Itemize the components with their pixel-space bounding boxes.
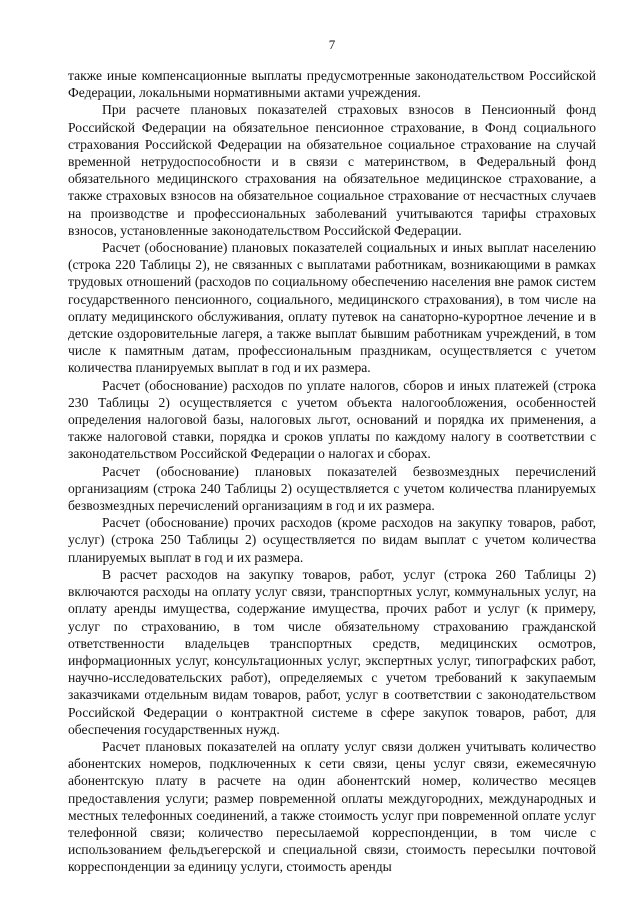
paragraph-communication-services: Расчет плановых показателей на оплату услуг связи должен учитывать количество абонентских номеров, подключенных к сети связи, цены услуг связи, ежемесячную абонентскую плату в расчете на один абонентский номер, количество месяцев предоставления услуги; размер повременной оплаты междугородних, международных и местных телефонных соединений, а также стоимость услуг при повременной оплате услуг телефонной связи; количество пересылаемой корреспонденции, в том числе с использованием фельдъегерской и специальной связи, стоимость пересылки почтовой корреспонденции за единицу услуги, стоимость аренды: [68, 738, 596, 875]
paragraph-gratuitous-transfers: Расчет (обоснование) плановых показателей безвозмездных перечислений организациям (строка 240 Таблицы 2) осуществляется с учетом количества планируемых безвозмездных перечислений организациям в год и их размера.: [68, 463, 596, 514]
paragraph-insurance-contributions: При расчете плановых показателей страховых взносов в Пенсионный фонд Российской Федерации на обязательное пенсионное страхование, в Фонд социального страхования Российской Федерации на обязательное социальное страхование на случай временной нетрудоспособности и в связи с материнством, в Федеральный фонд обязательного медицинского страхования на обязательное медицинское страхование, а также страховых взносов на обязательное социальное страхование от несчастных случаев на производстве и профессиональных заболеваний учитываются тарифы страховых взносов, установленные законодательством Российской Федерации.: [68, 102, 596, 238]
page-number: 7: [328, 37, 336, 52]
paragraph-social-payments: Расчет (обоснование) плановых показателей социальных и иных выплат населению (строка 220 Таблицы 2), не связанных с выплатами работникам, возникающими в рамках трудовых отношений (расходов по социальному обеспечению населения вне рамок систем государственного пенсионного, социального, медицинского страхования), в том числе на оплату медицинского обслуживания, оплату путевок на санаторно-курортное лечение и в детские оздоровительные лагеря, а также выплат бывшим работникам учреждений, в том числе к памятным датам, профессиональным праздникам, осуществляется с учетом количества планируемых выплат в год и их размера.: [68, 240, 596, 376]
paragraph-procurement-expenses: В расчет расходов на закупку товаров, работ, услуг (строка 260 Таблицы 2) включаются расходы на оплату услуг связи, транспортных услуг, коммунальных услуг, на оплату аренды имущества, содержание имущества, прочих работ и услуг (к примеру, услуг по страхованию, в том числе обязательному страхованию гражданской ответственности владельцев транспортных средств, медицинских осмотров, информационных услуг, консультационных услуг, экспертных услуг, типографских работ, научно-исследовательских работ), определяемых с учетом требований к закупаемым заказчиками отдельным видам товаров, работ, услуг в соответствии с законодательством Российской Федерации о контрактной системе в сфере закупок товаров, работ, для обеспечения государственных нужд.: [68, 566, 596, 737]
paragraph-other-expenses: Расчет (обоснование) прочих расходов (кроме расходов на закупку товаров, работ, услуг) (строка 250 Таблицы 2) осуществляется по видам выплат с учетом количества планируемых выплат в год и их размера.: [68, 515, 596, 565]
paragraph-taxes-and-fees: Расчет (обоснование) расходов по уплате налогов, сборов и иных платежей (строка 230 Таблицы 2) осуществляется с учетом объекта налогообложения, особенностей определения налоговой базы, налоговых льгот, оснований и порядка их применения, а также налоговой ставки, порядка и сроков уплаты по каждому налогу в соответствии с законодательством Российской Федерации о налогах и сборах.: [68, 377, 596, 462]
paragraph-compensation-continuation: также иные компенсационные выплаты предусмотренные законодательством Российской Федерации, локальными нормативными актами учреждения.: [68, 68, 596, 101]
